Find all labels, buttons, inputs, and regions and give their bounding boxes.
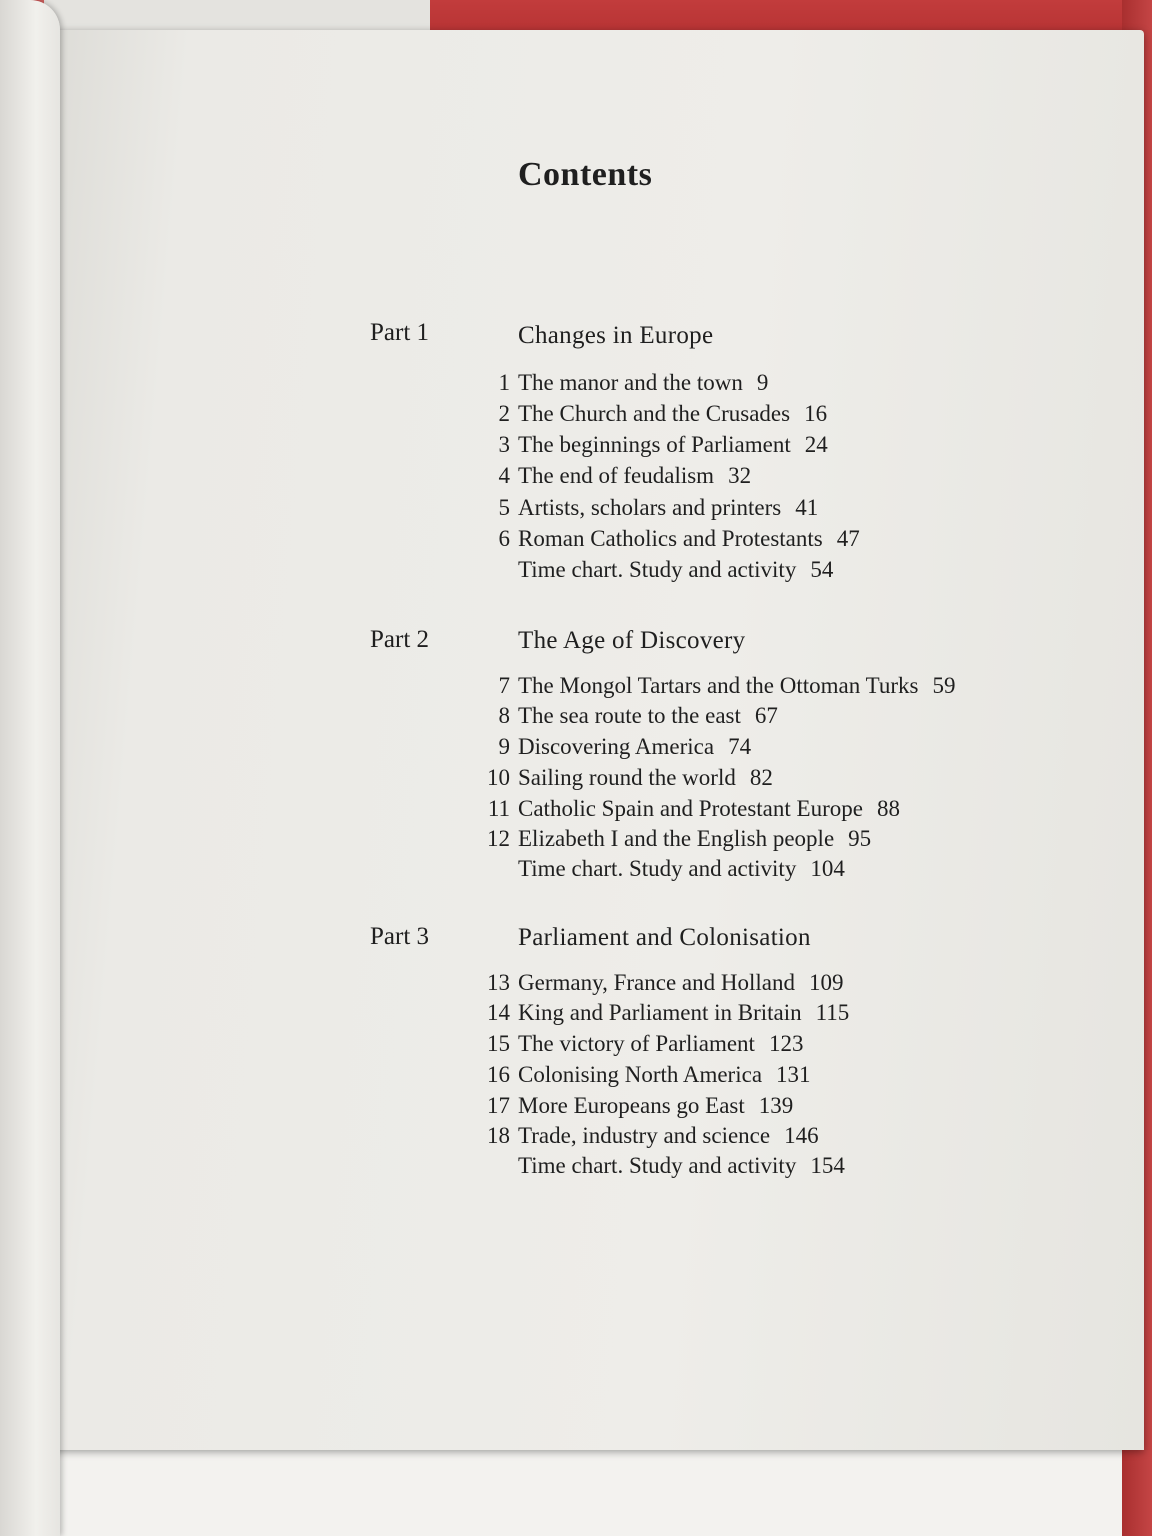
page-number: 9: [756, 370, 769, 395]
chapter-number: 9: [498, 734, 510, 759]
chapter-number: 11: [487, 796, 510, 821]
chapter-number: 7: [498, 673, 510, 698]
toc-entry: [464, 703, 778, 733]
page-number: 154: [810, 1153, 845, 1178]
chapter-title: Sailing round the world: [518, 765, 736, 790]
table-surface: [0, 1440, 1152, 1536]
page-number: 88: [876, 796, 900, 821]
chapter-title: Trade, industry and science: [518, 1123, 771, 1148]
page-number: 146: [784, 1123, 819, 1148]
toc-entry: [464, 463, 751, 493]
chapter-title: The end of feudalism: [518, 463, 715, 488]
toc-entry: [464, 432, 828, 462]
chapter-number: 1: [498, 370, 510, 395]
chapter-number: 13: [487, 970, 510, 995]
chapter-number: 10: [487, 765, 510, 790]
toc-entry: [464, 734, 751, 764]
page-number: 47: [836, 526, 860, 551]
part-3-title: Parliament and Colonisation: [518, 924, 811, 951]
chapter-number: 17: [487, 1093, 510, 1118]
chapter-number: 12: [487, 826, 510, 851]
chapter-title: The Mongol Tartars and the Ottoman Turks: [518, 673, 919, 698]
chapter-title: Time chart. Study and activity: [518, 1153, 797, 1178]
chapter-title: Catholic Spain and Protestant Europe: [518, 796, 863, 821]
page-number: 16: [804, 401, 828, 426]
chapter-number: 8: [498, 703, 510, 728]
part-3-label: Part 3: [370, 923, 430, 950]
toc-entry-time-chart: [518, 557, 833, 587]
part-2-title: The Age of Discovery: [518, 627, 746, 654]
toc-entry: [464, 1062, 811, 1092]
toc-entry-time-chart: [518, 856, 845, 886]
chapter-title: Roman Catholics and Protestants: [518, 526, 823, 551]
page-number: 54: [810, 557, 834, 582]
chapter-number: 2: [498, 401, 510, 426]
toc-entry: [464, 673, 955, 703]
page-number: 115: [815, 1000, 850, 1025]
part-2-label: Part 2: [370, 626, 430, 653]
toc-entry: [464, 970, 843, 1000]
chapter-title: The Church and the Crusades: [518, 401, 791, 426]
toc-entry: [464, 495, 818, 525]
toc-entry: [464, 1123, 819, 1153]
chapter-number: 15: [487, 1031, 510, 1056]
toc-entry-time-chart: [518, 1153, 845, 1183]
toc-entry: [464, 370, 768, 400]
toc-entry: [464, 765, 773, 795]
chapter-number: 3: [498, 432, 510, 457]
toc-entry: [464, 401, 827, 431]
chapter-title: The manor and the town: [518, 370, 743, 395]
page-number: 82: [749, 765, 773, 790]
toc-entry: [464, 1093, 793, 1123]
chapter-number: 5: [498, 495, 510, 520]
chapter-title: Colonising North America: [518, 1062, 763, 1087]
chapter-number: 6: [498, 526, 510, 551]
chapter-title: More Europeans go East: [518, 1093, 745, 1118]
chapter-title: Germany, France and Holland: [518, 970, 795, 995]
chapter-title: Elizabeth I and the English people: [518, 826, 835, 851]
chapter-title: Time chart. Study and activity: [518, 856, 797, 881]
chapter-number: 14: [487, 1000, 510, 1025]
part-1-title: Changes in Europe: [518, 322, 714, 349]
page-number: 109: [808, 970, 844, 995]
toc-entry: [464, 1000, 849, 1030]
page-number: 59: [932, 673, 956, 698]
chapter-title: The beginnings of Parliament: [518, 432, 791, 457]
page-number: 104: [810, 856, 845, 881]
page-number: 95: [848, 826, 872, 851]
toc-entry: [464, 526, 860, 556]
chapter-title: Artists, scholars and printers: [518, 495, 782, 520]
page-number: 67: [754, 703, 778, 728]
toc-entry: [464, 1031, 803, 1061]
toc-entry: [464, 796, 900, 826]
chapter-title: The victory of Parliament: [518, 1031, 755, 1056]
part-1-label: Part 1: [370, 319, 430, 346]
chapter-number: 18: [487, 1123, 510, 1148]
page-number: 32: [728, 463, 752, 488]
toc-entry: [464, 826, 871, 856]
chapter-title: Time chart. Study and activity: [518, 557, 797, 582]
page-title: Contents: [518, 156, 653, 193]
chapter-number: 4: [498, 463, 510, 488]
page-number: 74: [728, 734, 752, 759]
chapter-number: 16: [487, 1062, 510, 1087]
page-number: 139: [758, 1093, 794, 1118]
chapter-title: King and Parliament in Britain: [518, 1000, 802, 1025]
page-number: 41: [795, 495, 819, 520]
flyleaf-edge: [0, 0, 60, 1536]
page-number: 123: [768, 1031, 804, 1056]
page-number: 131: [776, 1062, 811, 1087]
chapter-title: Discovering America: [518, 734, 715, 759]
chapter-title: The sea route to the east: [518, 703, 741, 728]
contents-page: [44, 30, 1144, 1450]
page-number: 24: [804, 432, 828, 457]
